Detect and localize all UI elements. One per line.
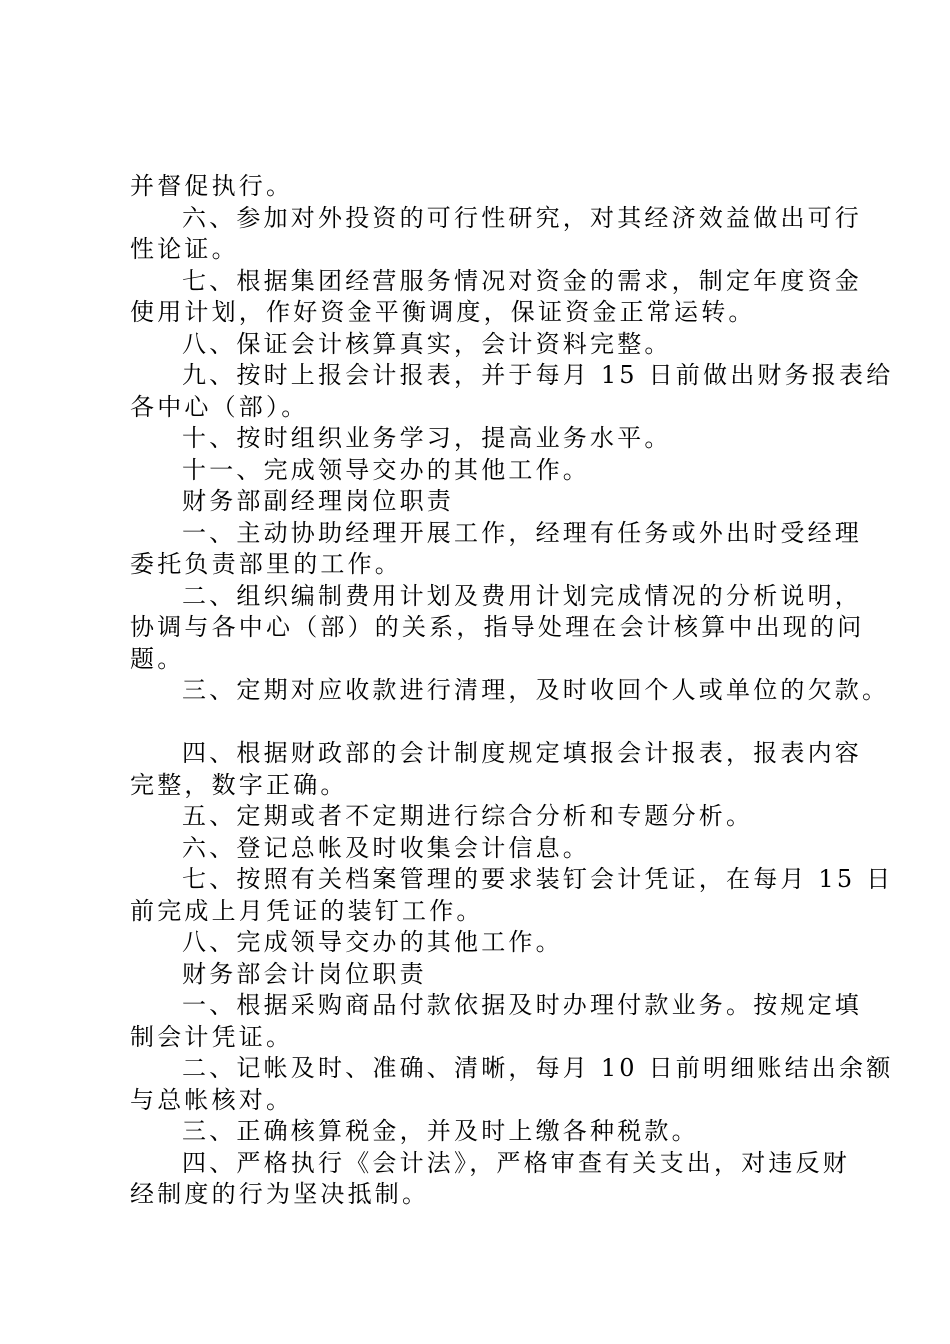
text-line: 五、定期或者不定期进行综合分析和专题分析。: [182, 802, 754, 830]
text-line: 四、严格执行《会计法》，严格审查有关支出，对违反财: [182, 1148, 850, 1177]
text-line: 前完成上月凭证的装钉工作。: [130, 896, 484, 925]
text-line: 并督促执行。: [130, 172, 294, 200]
blank-line: [130, 707, 850, 739]
text-line: 三、正确核算税金，并及时上缴各种税款。: [182, 1117, 699, 1145]
text-line: 一、根据采购商品付款依据及时办理付款业务。按规定填: [182, 991, 862, 1019]
text-line: 七、根据集团经营服务情况对资金的需求，制定年度资金: [182, 266, 862, 295]
text-line: 七、按照有关档案管理的要求装钉会计凭证，在每月 15 日: [182, 865, 894, 893]
text-line: 使用计划，作好资金平衡调度，保证资金正常运转。: [130, 298, 756, 326]
text-line: 六、参加对外投资的可行性研究，对其经济效益做出可行: [182, 203, 862, 232]
text-line: 八、保证会计核算真实，会计资料完整。: [182, 329, 672, 358]
text-line: 性论证。: [130, 235, 239, 263]
text-line: 十一、完成领导交办的其他工作。: [182, 455, 590, 484]
text-line: 四、根据财政部的会计制度规定填报会计报表，报表内容: [182, 739, 862, 767]
text-line: 二、记帐及时、准确、清晰，每月 10 日前明细账结出余额: [182, 1054, 894, 1082]
text-line: 一、主动协助经理开展工作，经理有任务或外出时受经理: [182, 518, 862, 547]
text-line: 二、组织编制费用计划及费用计划完成情况的分析说明，: [182, 581, 862, 610]
text-line: 十、按时组织业务学习，提高业务水平。: [182, 424, 672, 452]
text-line: 完整，数字正确。: [130, 770, 348, 799]
text-line: 制会计凭证。: [130, 1022, 294, 1051]
text-line: 题。: [130, 644, 185, 673]
text-line: 九、按时上报会计报表，并于每月 15 日前做出财务报表给: [182, 361, 894, 389]
text-line: 三、定期对应收款进行清理，及时收回个人或单位的欠款。: [182, 676, 890, 704]
text-line: 委托负责部里的工作。: [130, 550, 402, 578]
document-body: [130, 171, 894, 1211]
text-line: 经制度的行为坚决抵制。: [130, 1180, 430, 1208]
section-heading: 财务部会计岗位职责: [182, 959, 427, 988]
text-line: 六、登记总帐及时收集会计信息。: [182, 833, 590, 862]
text-line: 各中心（部）。: [130, 392, 309, 421]
text-line: 八、完成领导交办的其他工作。: [182, 928, 563, 956]
text-line: 与总帐核对。: [130, 1085, 294, 1114]
section-heading: 财务部副经理岗位职责: [182, 487, 454, 515]
text-line: 协调与各中心（部）的关系，指导处理在会计核算中出现的问: [130, 613, 865, 641]
